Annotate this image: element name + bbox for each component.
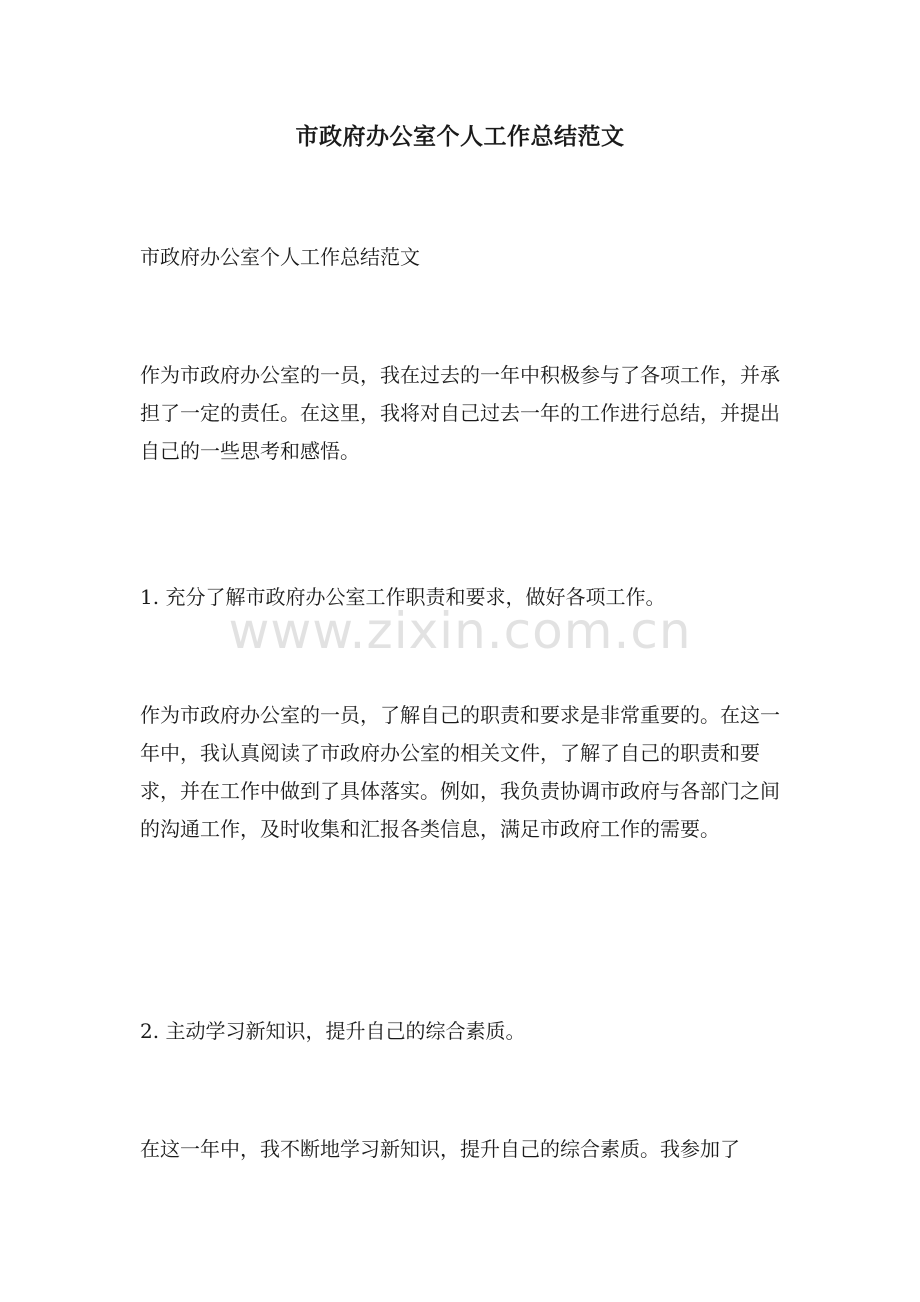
section-1-paragraph: 作为市政府办公室的一员，了解自己的职责和要求是非常重要的。在这一年中，我认真阅读了市政府办公室的相关文件，了解了自己的职责和要求，并在工作中做到了具体落实。例如，我负责协调市政府与各部门之间的沟通工作，及时收集和汇报各类信息，满足市政府工作的需要。 [140,703,780,841]
document-subtitle: 市政府办公室个人工作总结范文 [140,245,420,269]
section-2-heading: 2. 主动学习新知识，提升自己的综合素质。 [140,1019,526,1043]
watermark: www.zixin.com.cn [228,602,692,660]
intro-paragraph: 作为市政府办公室的一员，我在过去的一年中积极参与了各项工作，并承担了一定的责任。在这里，我将对自己过去一年的工作进行总结，并提出自己的一些思考和感悟。 [140,363,780,463]
section-1-heading: 1. 充分了解市政府办公室工作职责和要求，做好各项工作。 [140,585,666,609]
section-2-paragraph: 在这一年中，我不断地学习新知识，提升自己的综合素质。我参加了 [140,1137,740,1161]
document-title: 市政府办公室个人工作总结范文 [295,123,625,150]
